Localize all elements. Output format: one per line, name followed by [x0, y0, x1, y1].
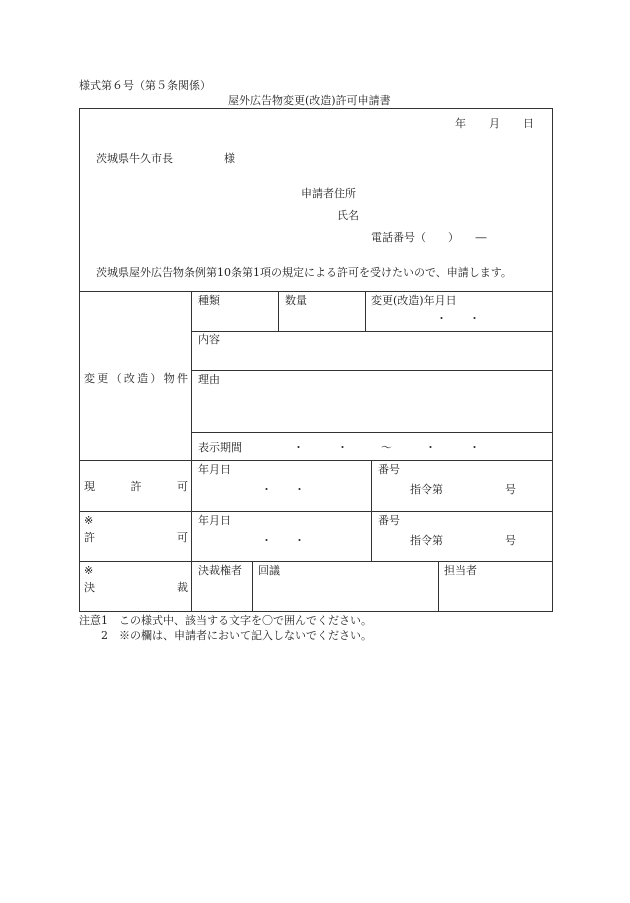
divider — [191, 291, 192, 612]
divider — [191, 370, 553, 371]
divider — [191, 432, 553, 433]
permit-date-label: 年月日 — [198, 514, 231, 527]
divider — [79, 561, 553, 562]
addressee-name: 茨城県牛久市長 — [96, 152, 173, 165]
display-period-label: 表示期間 — [198, 441, 242, 454]
property-row-label: 変 更 （ 改 造 ） 物 件 — [84, 372, 188, 385]
date-day-label: 日 — [523, 117, 534, 130]
decision-mark: ※ — [84, 564, 94, 577]
date-month-label: 月 — [489, 117, 500, 130]
applicant-phone-label: 電話番号（ ） ― — [371, 231, 487, 244]
permit-order-suffix: 号 — [505, 534, 516, 547]
addressee-honorific: 様 — [224, 152, 235, 165]
divider — [252, 561, 253, 612]
permit-date-dots: ・ ・ — [261, 534, 305, 547]
content-label: 内容 — [198, 333, 220, 346]
application-statement: 茨城県屋外広告物条例第10条第1項の規定による許可を受けたいので、申請します。 — [96, 266, 512, 279]
change-date-label: 変更(改造)年月日 — [371, 294, 457, 307]
current-permit-label: 現 許 可 — [84, 480, 188, 493]
display-period-value: ・ ・ ～ ・ ・ — [293, 441, 480, 454]
divider — [371, 460, 372, 561]
current-permit-date-label: 年月日 — [198, 463, 231, 476]
divider — [438, 561, 439, 612]
type-label: 種類 — [198, 294, 220, 307]
divider — [365, 291, 366, 331]
permit-mark: ※ — [84, 514, 94, 527]
person-in-charge-label: 担当者 — [444, 564, 477, 577]
divider — [79, 291, 553, 292]
divider — [79, 460, 553, 461]
current-permit-order-prefix: 指令第 — [410, 483, 443, 496]
date-year-label: 年 — [455, 117, 466, 130]
permit-number-label: 番号 — [378, 514, 400, 527]
quantity-label: 数量 — [285, 294, 307, 307]
current-permit-order-suffix: 号 — [505, 483, 516, 496]
permit-order-prefix: 指令第 — [410, 534, 443, 547]
applicant-name-label: 氏名 — [337, 209, 359, 222]
form-number: 様式第６号（第５条関係） — [79, 79, 211, 92]
decision-label: 決 裁 — [84, 581, 188, 594]
change-date-dots: ・ ・ — [436, 312, 480, 325]
divider — [191, 331, 553, 332]
current-permit-date-dots: ・ ・ — [261, 483, 305, 496]
permit-label: 許 可 — [84, 531, 188, 544]
current-permit-number-label: 番号 — [378, 463, 400, 476]
note-2: 2 ※の欄は、申請者において記入しないでください。 — [101, 629, 372, 642]
divider — [79, 511, 553, 512]
circulation-label: 回議 — [258, 564, 280, 577]
divider — [278, 291, 279, 331]
form-title: 屋外広告物変更(改造)許可申請書 — [228, 94, 391, 107]
applicant-address-label: 申請者住所 — [301, 187, 356, 200]
authority-label: 決裁権者 — [198, 564, 242, 577]
note-1: 注意1 この様式中、該当する文字を〇で囲んでください。 — [79, 614, 372, 627]
reason-label: 理由 — [198, 373, 220, 386]
